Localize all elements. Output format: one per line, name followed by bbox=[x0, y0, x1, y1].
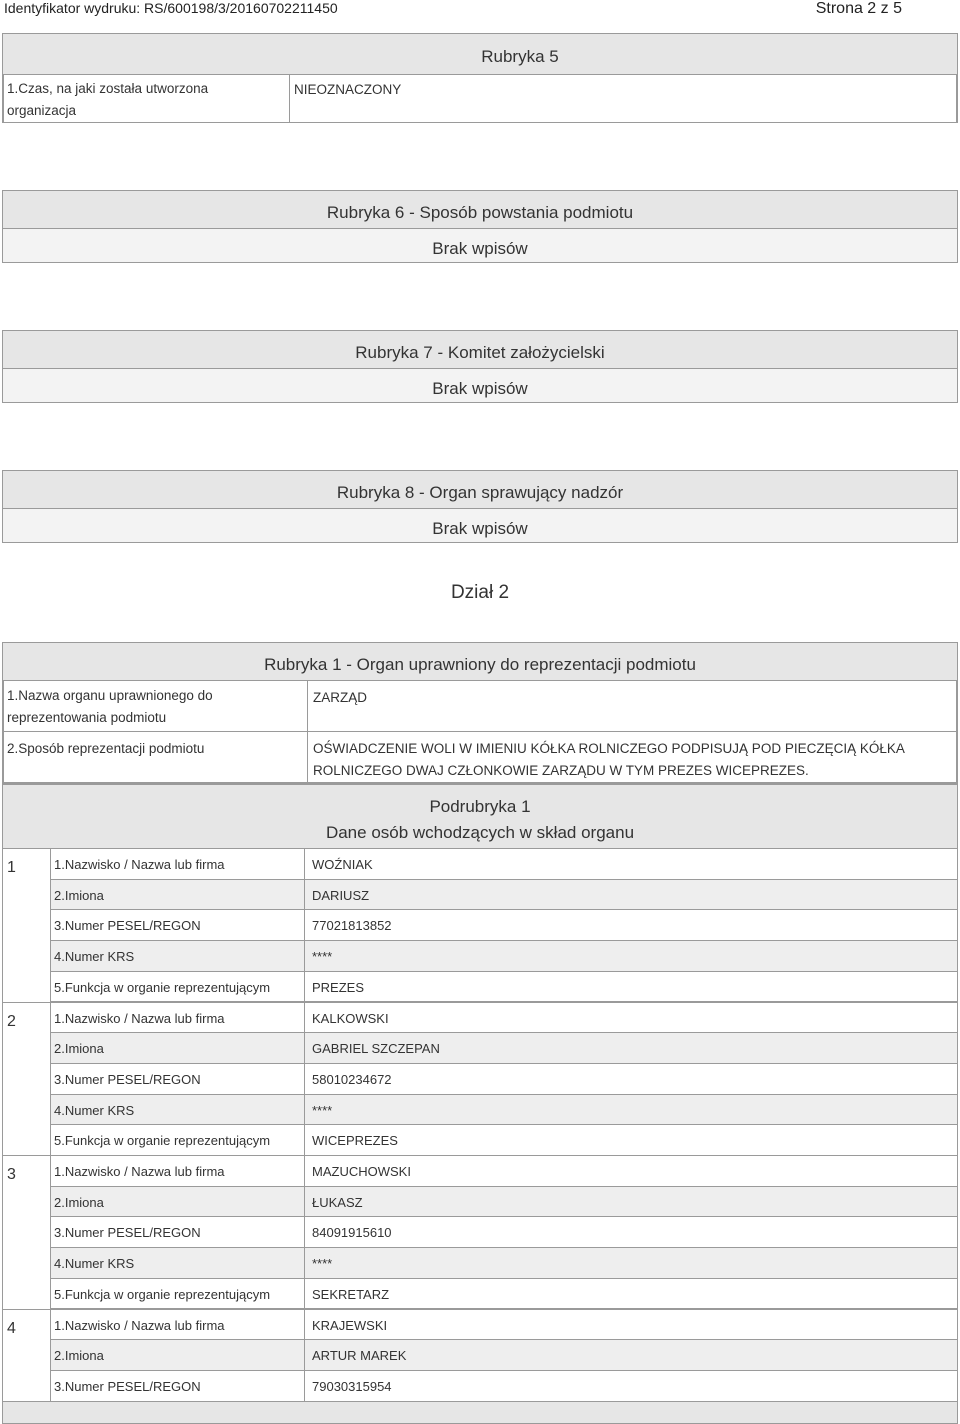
person-index: 2 bbox=[7, 1012, 16, 1030]
page-number: Strona 2 z 5 bbox=[815, 0, 902, 17]
person-field-label: 2.Imiona bbox=[54, 1348, 104, 1364]
person-field-label-cell bbox=[50, 1247, 305, 1279]
person-field-label: 5.Funkcja w organie reprezentującym bbox=[54, 1133, 271, 1149]
person-index-cell bbox=[2, 1309, 51, 1402]
person-field-value-cell bbox=[304, 1094, 958, 1126]
person-field-value-cell bbox=[304, 909, 958, 941]
person-field-value-cell bbox=[304, 848, 958, 880]
rubryka5-value: NIEOZNACZONY bbox=[294, 82, 402, 97]
person-field-value-cell bbox=[304, 1216, 958, 1248]
person-krs: **** bbox=[312, 1256, 333, 1272]
person-pesel: 58010234672 bbox=[312, 1071, 392, 1087]
rubryka8-title: Rubryka 8 - Organ sprawujący nadzór bbox=[336, 483, 624, 502]
rubryka6-empty: Brak wpisów bbox=[432, 239, 528, 258]
rubryka5-value-cell bbox=[289, 74, 957, 123]
person-field-label: 2.Imiona bbox=[54, 1041, 104, 1057]
person-field-label-cell bbox=[50, 1339, 305, 1371]
person-nazwisko: WOŹNIAK bbox=[312, 857, 373, 872]
rubryka8-section bbox=[2, 470, 958, 543]
person-field-value-cell bbox=[304, 1032, 958, 1064]
rubryka1-f1-value: ZARZĄD bbox=[313, 690, 367, 705]
person-field-label: 5.Funkcja w organie reprezentującym bbox=[54, 1286, 271, 1302]
person-field-label-cell bbox=[50, 1216, 305, 1248]
person-field-label-cell bbox=[50, 1002, 305, 1034]
rubryka8-empty: Brak wpisów bbox=[432, 519, 528, 538]
person-field-label: 1.Nazwisko / Nazwa lub firma bbox=[54, 1010, 225, 1026]
person-index-cell bbox=[2, 848, 51, 1003]
person-field-value-cell bbox=[304, 1002, 958, 1034]
rubryka1-f2-label-cell bbox=[3, 731, 308, 783]
person-field-value-cell bbox=[304, 1370, 958, 1402]
rubryka7-body bbox=[3, 368, 957, 402]
person-field-value-cell bbox=[304, 1063, 958, 1095]
person-nazwisko: KRAJEWSKI bbox=[312, 1317, 388, 1333]
person-pesel: 79030315954 bbox=[312, 1378, 392, 1394]
person-field-label: 2.Imiona bbox=[54, 887, 104, 903]
person-field-label: 5.Funkcja w organie reprezentującym bbox=[54, 979, 271, 995]
rubryka8-body bbox=[3, 508, 957, 542]
rubryka7-title: Rubryka 7 - Komitet założycielski bbox=[355, 343, 605, 362]
person-imiona: ARTUR MAREK bbox=[312, 1348, 407, 1364]
person-field-label: 3.Numer PESEL/REGON bbox=[54, 1071, 201, 1087]
rubryka5-section bbox=[2, 33, 958, 123]
rubryka5-label: 1.Czas, na jaki została utworzona organizacja bbox=[7, 81, 209, 118]
person-index-cell bbox=[2, 1002, 51, 1157]
person-field-value-cell bbox=[304, 1278, 958, 1310]
person-field-value-cell bbox=[304, 1339, 958, 1371]
person-field-label-cell bbox=[50, 1370, 305, 1402]
person-field-label: 1.Nazwisko / Nazwa lub firma bbox=[54, 857, 225, 872]
person-krs: **** bbox=[312, 949, 333, 965]
person-pesel: 84091915610 bbox=[312, 1225, 392, 1241]
person-field-label-cell bbox=[50, 1186, 305, 1218]
person-index: 1 bbox=[7, 859, 16, 876]
person-nazwisko: KALKOWSKI bbox=[312, 1010, 389, 1026]
person-funkcja: SEKRETARZ bbox=[312, 1286, 390, 1302]
person-field-label: 2.Imiona bbox=[54, 1194, 104, 1210]
person-index: 3 bbox=[7, 1166, 16, 1183]
rubryka6-body bbox=[3, 228, 957, 262]
person-field-label-cell bbox=[50, 879, 305, 911]
person-funkcja: WICEPREZES bbox=[312, 1133, 398, 1149]
person-field-label-cell bbox=[50, 1309, 305, 1341]
person-field-label: 3.Numer PESEL/REGON bbox=[54, 1378, 201, 1394]
person-nazwisko: MAZUCHOWSKI bbox=[312, 1164, 411, 1179]
dzial-heading: Dział 2 bbox=[450, 582, 510, 603]
rubryka6-section bbox=[2, 190, 958, 263]
person-field-value-cell bbox=[304, 1186, 958, 1218]
podrubryka-title: Podrubryka 1 bbox=[429, 797, 531, 816]
person-field-label-cell bbox=[50, 909, 305, 941]
rubryka7-empty: Brak wpisów bbox=[432, 379, 528, 398]
person-imiona: GABRIEL SZCZEPAN bbox=[312, 1041, 440, 1057]
rubryka1-section bbox=[2, 642, 958, 784]
rubryka1-title: Rubryka 1 - Organ uprawniony do reprezentacji podmiotu bbox=[264, 655, 696, 674]
person-pesel: 77021813852 bbox=[312, 918, 392, 934]
rubryka6-title: Rubryka 6 - Sposób powstania podmiotu bbox=[326, 203, 634, 222]
person-field-label-cell bbox=[50, 1278, 305, 1310]
person-field-value-cell bbox=[304, 940, 958, 972]
person-field-label-cell bbox=[50, 940, 305, 972]
person-field-value-cell bbox=[304, 971, 958, 1003]
person-field-label: 4.Numer KRS bbox=[54, 949, 135, 965]
person-field-label-cell bbox=[50, 1032, 305, 1064]
person-field-value-cell bbox=[304, 1309, 958, 1341]
rubryka1-f1-label: 1.Nazwa organu uprawnionego do reprezentowania podmiotu bbox=[7, 688, 213, 725]
person-imiona: ŁUKASZ bbox=[312, 1194, 363, 1210]
person-index-cell bbox=[2, 1155, 51, 1310]
person-imiona: DARIUSZ bbox=[312, 887, 370, 903]
rubryka1-f2-value: OŚWIADCZENIE WOLI W IMIENIU KÓŁKA ROLNICZEGO PODPISUJĄ POD PIECZĘCIĄ KÓŁKA ROLNICZEGO DWAJ CZŁONKOWIE ZARZĄDU W TYM PREZES WICEPREZES. bbox=[313, 741, 905, 778]
person-krs: **** bbox=[312, 1102, 333, 1118]
person-field-label: 3.Numer PESEL/REGON bbox=[54, 1225, 201, 1241]
person-field-value-cell bbox=[304, 1247, 958, 1279]
rubryka1-f1-value-cell bbox=[307, 680, 957, 732]
person-field-label-cell bbox=[50, 1094, 305, 1126]
person-index: 4 bbox=[7, 1319, 16, 1337]
podrubryka-subtitle: Dane osób wchodzących w skład organu bbox=[325, 823, 635, 842]
person-field-label: 4.Numer KRS bbox=[54, 1102, 135, 1118]
rubryka7-section bbox=[2, 330, 958, 403]
person-field-label-cell bbox=[50, 1124, 305, 1156]
person-field-value-cell bbox=[304, 879, 958, 911]
person-field-label-cell bbox=[50, 1063, 305, 1095]
person-field-label: 1.Nazwisko / Nazwa lub firma bbox=[54, 1164, 225, 1179]
person-funkcja: PREZES bbox=[312, 979, 365, 995]
person-field-label: 1.Nazwisko / Nazwa lub firma bbox=[54, 1317, 225, 1333]
rubryka5-title: Rubryka 5 bbox=[481, 47, 559, 66]
rubryka1-f1-label-cell bbox=[3, 680, 308, 732]
person-field-label: 3.Numer PESEL/REGON bbox=[54, 918, 201, 934]
print-identifier: Identyfikator wydruku: RS/600198/3/20160702211450 bbox=[4, 0, 338, 16]
person-field-value-cell bbox=[304, 1124, 958, 1156]
rubryka1-f2-value-cell bbox=[307, 731, 957, 783]
person-field-value-cell bbox=[304, 1155, 958, 1187]
rubryka5-label-cell bbox=[3, 74, 290, 123]
person-field-label-cell bbox=[50, 848, 305, 880]
person-field-label-cell bbox=[50, 1155, 305, 1187]
person-field-label-cell bbox=[50, 971, 305, 1003]
rubryka1-f2-label: 2.Sposób reprezentacji podmiotu bbox=[7, 741, 205, 756]
person-field-label: 4.Numer KRS bbox=[54, 1256, 135, 1272]
